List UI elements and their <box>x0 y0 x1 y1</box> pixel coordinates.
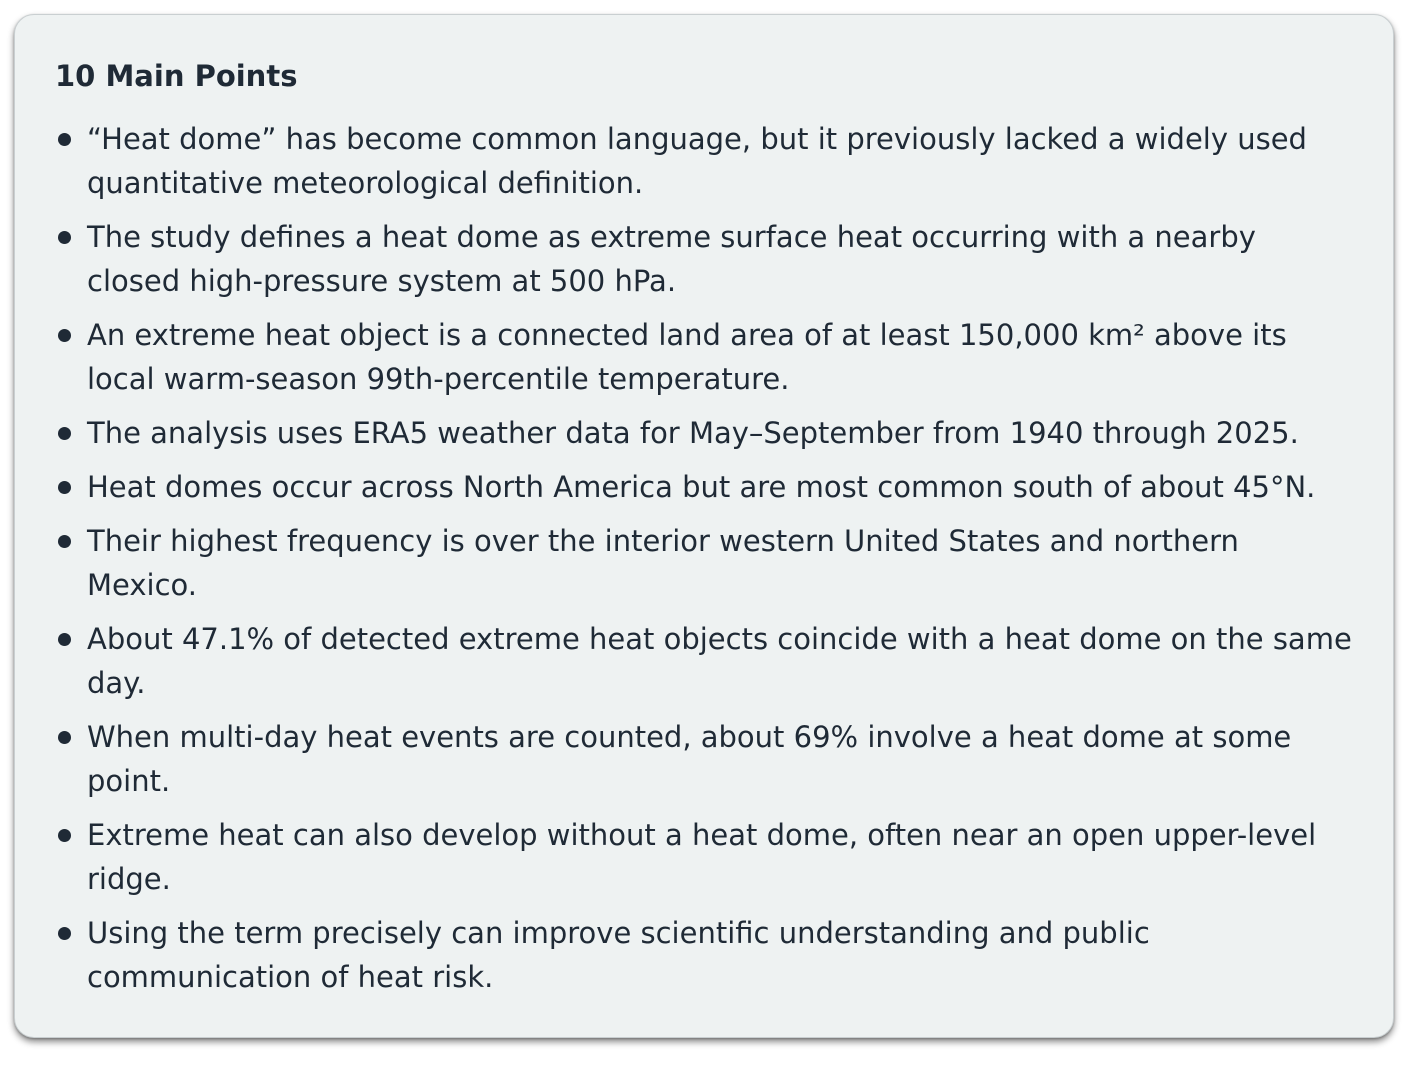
bullet-icon <box>58 133 71 146</box>
point-text: The analysis uses ERA5 weather data for May–September from 1940 through 2025. <box>87 416 1299 450</box>
point-text: Using the term precisely can improve scientific understanding and public communication of heat risk. <box>87 916 1150 994</box>
point-text: The study defines a heat dome as extreme surface heat occurring with a nearby closed high-pressure system at 500 hPa. <box>87 220 1256 298</box>
list-item <box>55 519 1353 607</box>
list-item <box>55 715 1353 803</box>
list-item <box>55 411 1353 455</box>
bullet-icon <box>58 481 71 494</box>
list-item <box>55 117 1353 205</box>
bullet-icon <box>58 731 71 744</box>
point-text: Their highest frequency is over the interior western United States and northern Mexico. <box>87 524 1239 602</box>
bullet-icon <box>58 427 71 440</box>
point-text: When multi-day heat events are counted, about 69% involve a heat dome at some point. <box>87 720 1292 798</box>
bullet-icon <box>58 829 71 842</box>
bullet-icon <box>58 329 71 342</box>
list-item <box>55 215 1353 303</box>
points-list <box>55 117 1353 999</box>
point-text: “Heat dome” has become common language, but it previously lacked a widely used quantitative meteorological definition. <box>87 122 1307 200</box>
bullet-icon <box>58 535 71 548</box>
bullet-icon <box>58 927 71 940</box>
main-points-card <box>14 14 1394 1038</box>
list-item <box>55 911 1353 999</box>
list-item <box>55 617 1353 705</box>
point-text: Heat domes occur across North America but are most common south of about 45°N. <box>87 470 1316 504</box>
list-item <box>55 465 1353 509</box>
bullet-icon <box>58 633 71 646</box>
bullet-icon <box>58 231 71 244</box>
point-text: Extreme heat can also develop without a heat dome, often near an open upper-level ridge. <box>87 818 1317 896</box>
point-text: An extreme heat object is a connected land area of at least 150,000 km² above its local warm-season 99th-percentile temperature. <box>87 318 1287 396</box>
point-text: About 47.1% of detected extreme heat objects coincide with a heat dome on the same day. <box>87 622 1352 700</box>
list-item <box>55 813 1353 901</box>
list-item <box>55 313 1353 401</box>
card-title: 10 Main Points <box>55 59 298 93</box>
